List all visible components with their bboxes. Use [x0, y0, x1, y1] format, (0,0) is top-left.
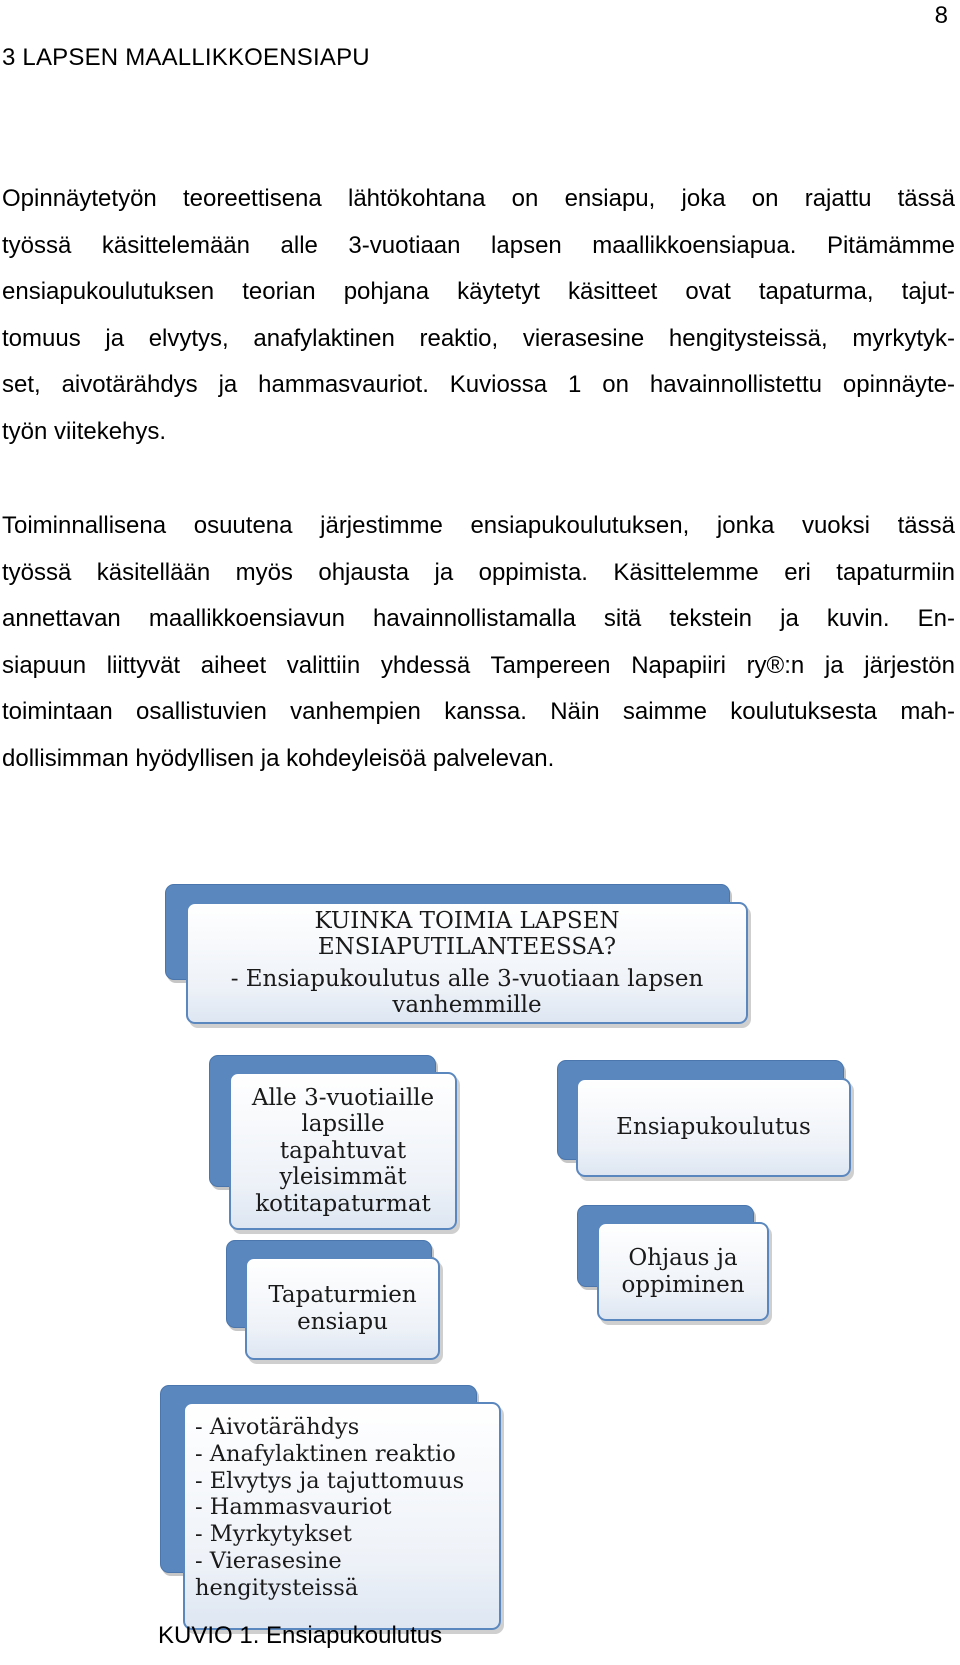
- top-box-line: vanhemmille: [392, 992, 542, 1018]
- right-box-2-line: Ohjaus ja: [628, 1244, 738, 1271]
- paragraph-2-line: toimintaan osallistuvien vanhempien kanssa. Näin saimme koulutuksesta mah-: [2, 698, 955, 725]
- figure-caption: KUVIO 1. Ensiapukoulutus: [158, 1622, 443, 1649]
- paragraph-1-line: ensiapukoulutuksen teorian pohjana käytetyt käsitteet ovat tapaturma, tajut-: [2, 278, 955, 305]
- paragraph-1-line: työn viitekehys.: [2, 417, 167, 445]
- right-box-2-line: oppiminen: [621, 1271, 745, 1298]
- paragraph-1-line: Opinnäytetyön teoreettisena lähtökohtana on ensiapu, joka on rajattu tässä: [2, 185, 955, 212]
- paragraph-1-line: tomuus ja elvytys, anafylaktinen reaktio, vierasesine hengitysteissä, myrkytyk-: [2, 324, 955, 352]
- list-item: hengitysteissä: [195, 1574, 359, 1601]
- paragraph-2: [2, 503, 955, 782]
- list-item: - Aivotärähdys: [195, 1414, 360, 1440]
- top-box-line: ENSIAPUTILANTEESSA?: [317, 934, 617, 960]
- left-box-1-line: yleisimmät: [279, 1164, 407, 1191]
- paragraph-2-line: dollisimman hyödyllisen ja kohdeyleisöä palvelevan.: [2, 744, 555, 772]
- list-item: - Hammasvauriot: [195, 1494, 392, 1521]
- paragraph-2-line: annettavan maallikkoensiavun havainnollistamalla sitä tekstein ja kuvin. En-: [2, 605, 955, 632]
- list-item: - Vierasesine: [195, 1547, 342, 1574]
- list-item: - Myrkytykset: [195, 1521, 352, 1548]
- chapter-title: 3 LAPSEN MAALLIKKOENSIAPU: [2, 44, 370, 71]
- right-box-1-line: Ensiapukoulutus: [616, 1114, 811, 1140]
- page-number: 8: [934, 2, 948, 29]
- left-box-1-line: Alle 3-vuotiaille: [251, 1084, 435, 1111]
- left-box-1-line: tapahtuvat: [279, 1137, 407, 1164]
- paragraph-2-line: Toiminnallisena osuutena järjestimme ensiapukoulutuksen, jonka vuoksi tässä: [2, 512, 955, 539]
- left-box-2-line: ensiapu: [297, 1308, 388, 1335]
- list-item: - Elvytys ja tajuttomuus: [195, 1467, 465, 1494]
- left-box-1-line: kotitapaturmat: [255, 1190, 431, 1217]
- paragraph-2-line: siapuun liittyvät aiheet valittiin yhdessä Tampereen Napapiiri ry®:n ja järjestön: [2, 651, 955, 679]
- paragraph-1-line: työssä käsittelemään alle 3-vuotiaan lapsen maallikkoensiapua. Pitämämme: [2, 231, 955, 259]
- left-box-2-line: Tapaturmien: [268, 1281, 417, 1308]
- top-box-line: - Ensiapukoulutus alle 3-vuotiaan lapsen: [230, 966, 704, 992]
- list-item: - Anafylaktinen reaktio: [195, 1440, 456, 1467]
- paragraph-1-line: set, aivotärähdys ja hammasvauriot. Kuviossa 1 on havainnollistettu opinnäyte-: [2, 371, 955, 398]
- paragraph-2-line: työssä käsitellään myös ohjausta ja oppimista. Käsittelemme eri tapaturmiin: [2, 558, 955, 586]
- top-box-line: KUINKA TOIMIA LAPSEN: [314, 908, 620, 934]
- paragraph-1: [2, 176, 955, 455]
- left-box-1-line: lapsille: [301, 1111, 385, 1138]
